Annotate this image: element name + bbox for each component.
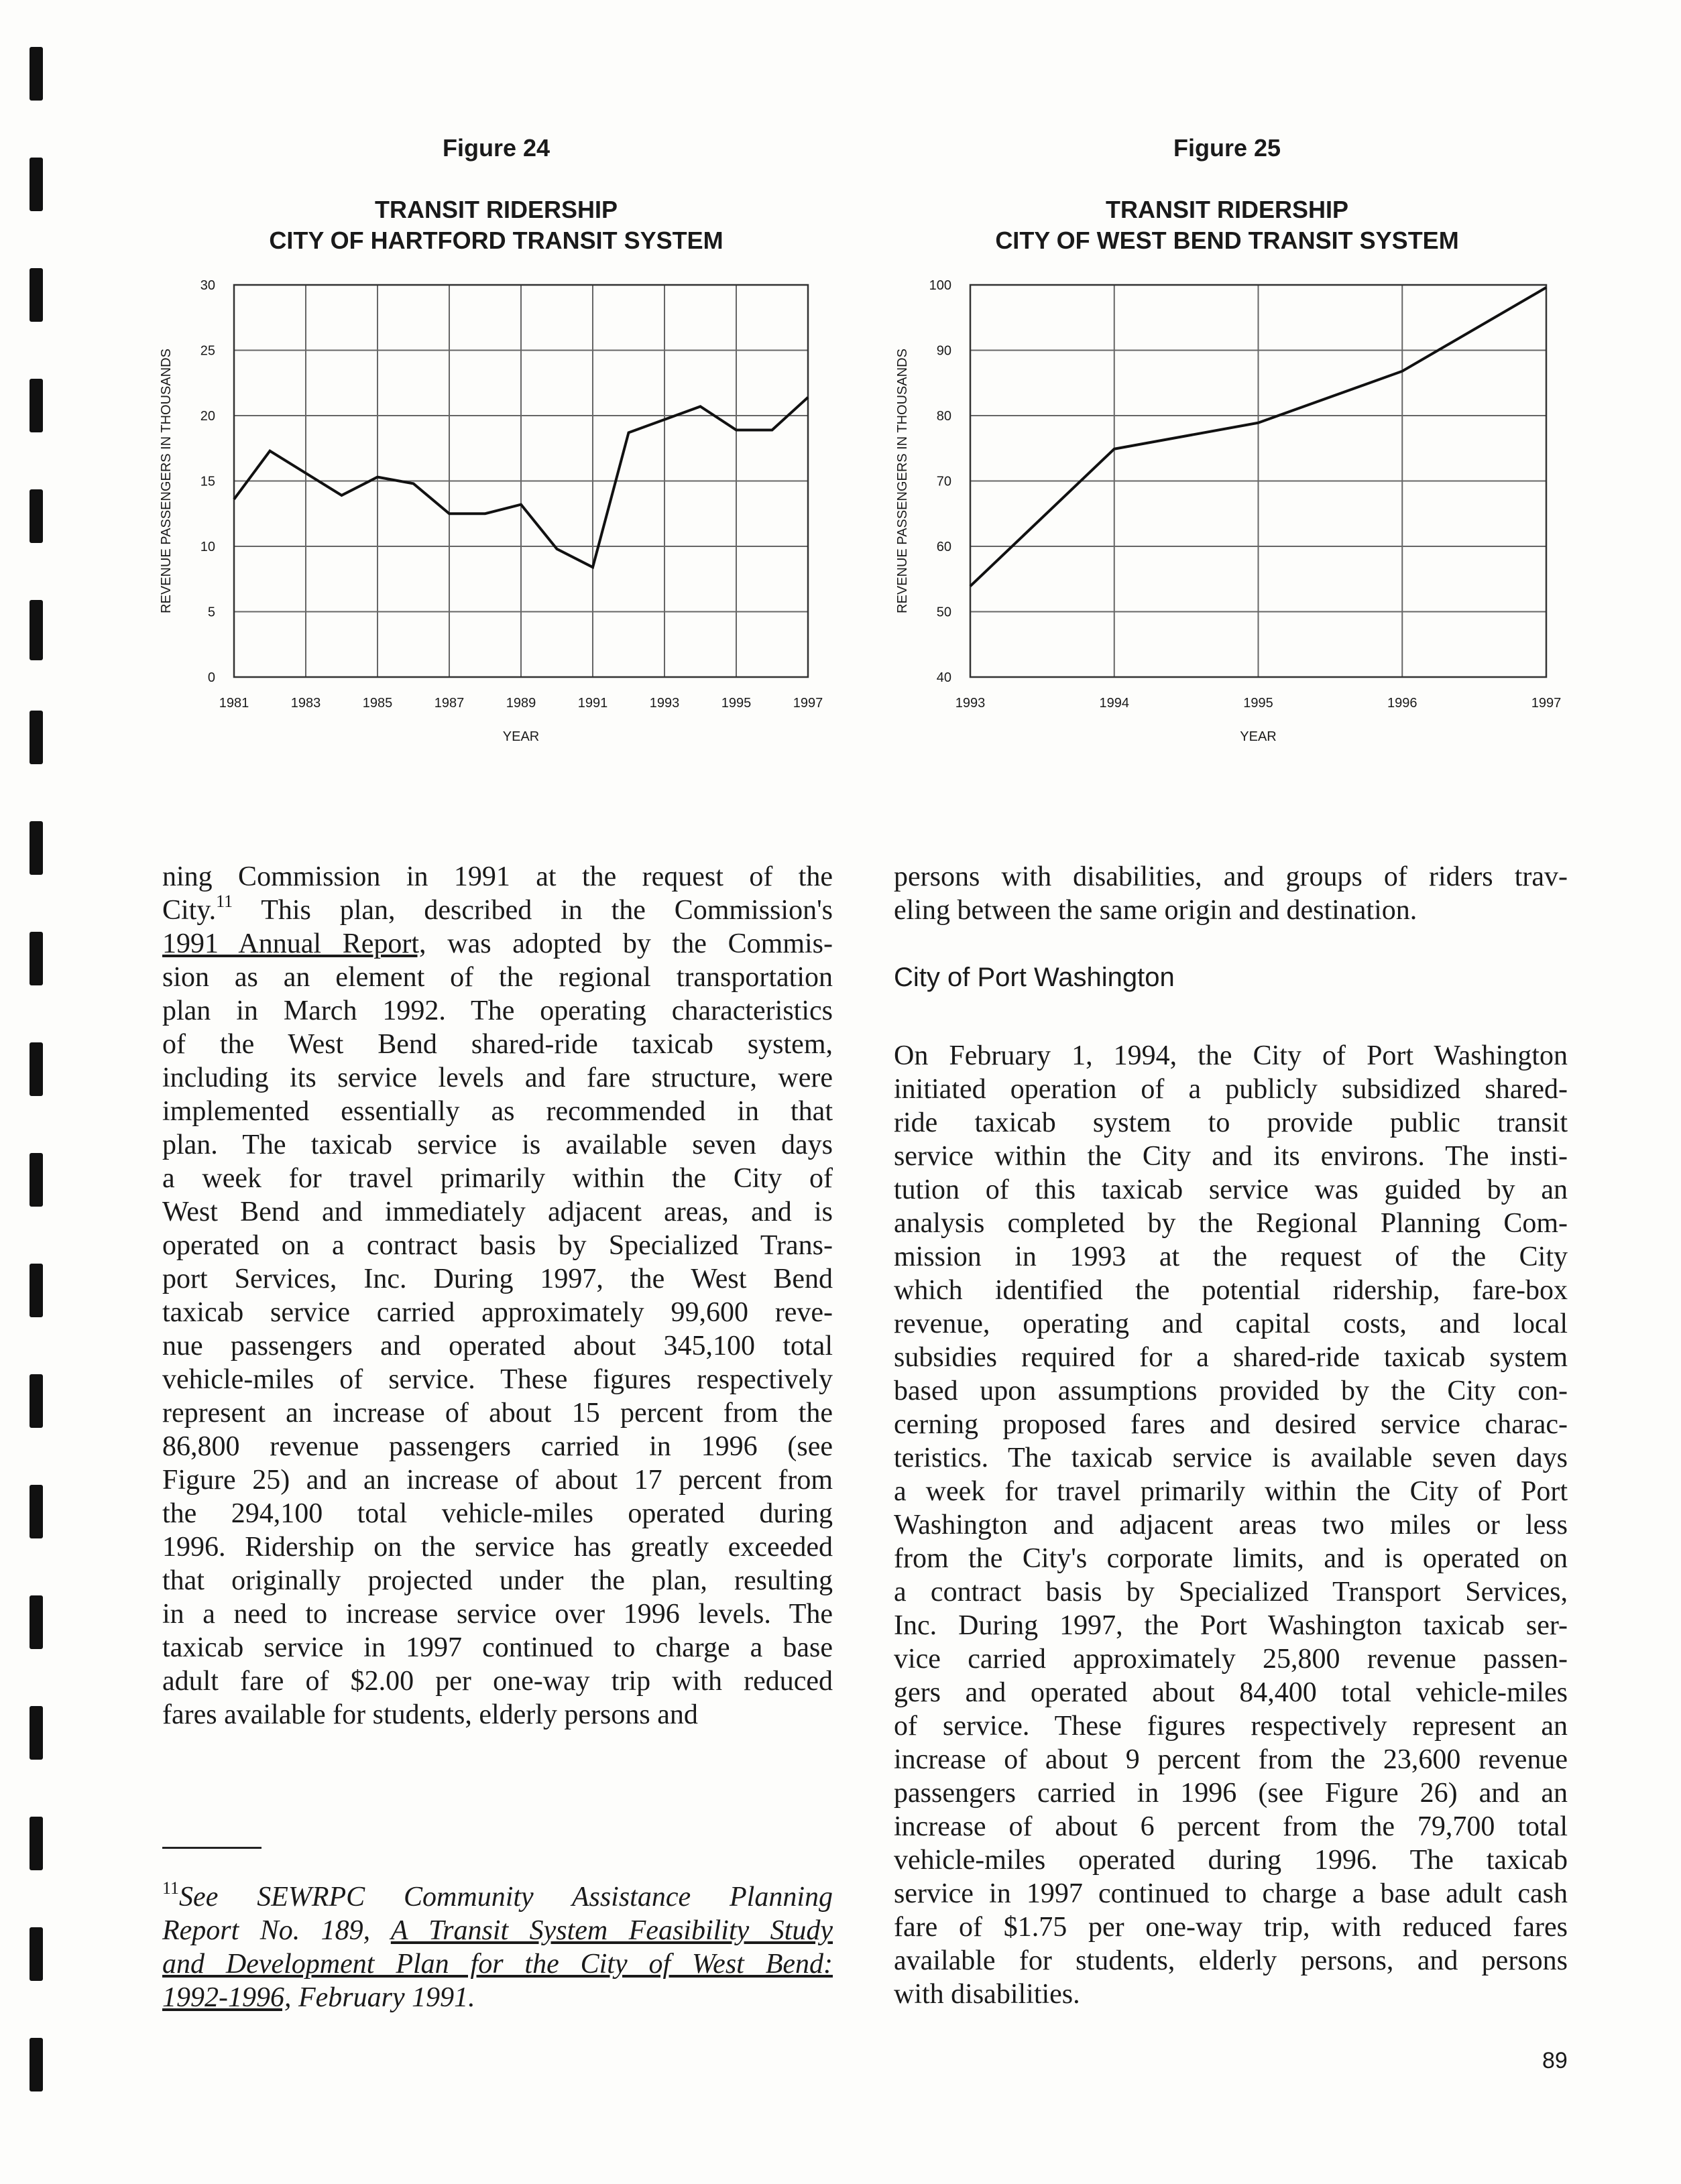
report-citation-title: 1992-1996, [162,1982,292,2013]
text-line: port Services, Inc. During 1997, the West Bend [162,1264,833,1294]
text-line: eling between the same origin and destination. [894,895,1417,926]
text-line: of the West Bend shared-ride taxicab system, [162,1029,833,1060]
x-tick-label: 1985 [362,696,393,711]
binding-mark [30,1374,43,1428]
y-tick-label: 50 [936,605,951,620]
footnote-line [162,1880,833,1914]
text-line: cerning proposed fares and desired service charac- [894,1409,1568,1440]
x-tick-label: 1987 [434,696,465,711]
text-line: based upon assumptions provided by the City con- [894,1376,1568,1406]
y-tick-label: 40 [936,670,951,685]
binding-mark [30,1706,43,1760]
text-line: mission in 1993 at the request of the City [894,1241,1568,1272]
report-title: 1991 Annual Report, [162,928,426,959]
y-tick-label: 60 [936,540,951,554]
text-line: increase of about 6 percent from the 79,700 total [894,1811,1568,1842]
x-tick-label: 1997 [1531,696,1562,711]
text-line: including its service levels and fare structure, were [162,1063,833,1093]
text-line: vehicle-miles operated during 1996. The taxicab [894,1845,1568,1876]
binding-mark [30,1042,43,1096]
y-tick-label: 90 [936,343,951,359]
text-line: Washington and adjacent areas two miles or less [894,1510,1568,1540]
figure-24-title-line1: TRANSIT RIDERSHIP [374,196,618,223]
text-line: with disabilities. [894,1979,1080,2010]
text-line: passengers carried in 1996 (see Figure 26) and an [894,1778,1568,1809]
x-tick-label: 1989 [506,696,536,711]
y-axis-label: REVENUE PASSENGERS IN THOUSANDS [895,349,910,613]
x-axis-label: YEAR [502,729,540,744]
footnote-marker: 11 [162,1878,180,1898]
text-line: represent an increase of about 15 percent from the [162,1398,833,1429]
text-line: 86,800 revenue passengers carried in 1996 (see [162,1431,833,1462]
footnote-rule [162,1847,262,1849]
x-tick-label: 1981 [219,696,249,711]
text-line: fare of $1.75 per one-way trip, with reduced fares [894,1912,1568,1943]
y-tick-label: 30 [200,278,215,293]
binding-mark [30,1485,43,1538]
report-citation-title: A Transit System Feasibility Study [390,1915,833,1946]
text-line: a week for travel primarily within the City of Port [894,1476,1568,1507]
binding-mark [30,1595,43,1649]
text-line: nue passengers and operated about 345,100 total [162,1331,833,1361]
x-tick-label: 1983 [290,696,321,711]
text-line: a contract basis by Specialized Transport Services, [894,1577,1568,1607]
text-line: teristics. The taxicab service is available seven days [894,1443,1568,1473]
x-tick-label: 1995 [1243,696,1273,711]
text-line: ride taxicab system to provide public transit [894,1107,1568,1138]
y-tick-label: 80 [936,409,951,424]
text-line: 1996. Ridership on the service has greatly exceeded [162,1532,833,1563]
text-line: operated on a contract basis by Specialized Trans- [162,1230,833,1261]
figure-25-title-line1: TRANSIT RIDERSHIP [1105,196,1349,223]
right-column-body [894,1039,1568,2011]
text-line: implemented essentially as recommended in that [162,1096,833,1127]
text-line: vehicle-miles of service. These figures respectively [162,1364,833,1395]
x-tick-label: 1995 [721,696,752,711]
text-line: a week for travel primarily within the City of [162,1163,833,1194]
x-tick-label: 1996 [1387,696,1417,711]
text-fragment: See SEWRPC Community Assistance Planning [179,1882,833,1913]
figure-25-label: Figure 25 [1173,134,1281,162]
city-word: City. [162,895,217,926]
text-line: of service. These figures respectively represent an [894,1711,1568,1742]
binding-mark [30,821,43,875]
text-line: from the City's corporate limits, and is operated on [894,1543,1568,1574]
text-line: West Bend and immediately adjacent areas, and is [162,1197,833,1227]
figure-25-title-line2: CITY OF WEST BEND TRANSIT SYSTEM [995,227,1459,254]
binding-mark [30,1153,43,1207]
text-line: service within the City and its environs. The insti- [894,1141,1568,1172]
text-line [162,894,833,927]
text-line: fares available for students, elderly persons and [162,1699,698,1730]
text-line: sion as an element of the regional transportation [162,962,833,993]
text-line: available for students, elderly persons, and persons [894,1945,1568,1976]
text-line: taxicab service in 1997 continued to charge a base [162,1632,833,1663]
y-tick-label: 0 [207,670,215,685]
text-line: Figure 25) and an increase of about 17 percent from [162,1465,833,1496]
x-tick-label: 1991 [577,696,608,711]
text-line: persons with disabilities, and groups of riders trav- [894,861,1568,892]
x-axis-label: YEAR [1240,729,1277,744]
binding-mark [30,2038,43,2091]
binding-mark [30,1264,43,1317]
text-line: service in 1997 continued to charge a base adult cash [894,1878,1568,1909]
text-line: gers and operated about 84,400 total vehicle-miles [894,1677,1568,1708]
page-number: 89 [1542,2048,1568,2073]
left-column [162,860,833,1732]
text-line: which identified the potential ridership, fare-box [894,1275,1568,1306]
y-tick-label: 70 [936,474,951,489]
y-tick-label: 5 [207,605,215,620]
footnote-line [162,1947,833,1981]
text-line: that originally projected under the plan, resulting [162,1565,833,1596]
x-tick-label: 1993 [955,696,986,711]
text-fragment: February 1991. [298,1982,475,2013]
y-axis-label: REVENUE PASSENGERS IN THOUSANDS [159,349,174,613]
text-line: Inc. During 1997, the Port Washington taxicab ser- [894,1610,1568,1641]
binding-mark [30,932,43,985]
text-line: adult fare of $2.00 per one-way trip with reduced [162,1666,833,1697]
section-heading: City of Port Washington [894,963,1175,992]
x-tick-label: 1994 [1099,696,1129,711]
text-line: initiated operation of a publicly subsidized shared- [894,1074,1568,1105]
x-tick-label: 1997 [793,696,823,711]
x-tick-label: 1993 [649,696,680,711]
footnote-line [162,1914,833,1947]
text-line: the 294,100 total vehicle-miles operated during [162,1498,833,1529]
text-line: tution of this taxicab service was guided by an [894,1174,1568,1205]
y-tick-label: 10 [200,540,215,554]
text-line: ning Commission in 1991 at the request of the [162,861,833,892]
figure-25-chart [0,0,1681,804]
y-tick-label: 15 [200,474,215,489]
right-column-intro [894,860,1568,927]
figure-24-title-line2: CITY OF HARTFORD TRANSIT SYSTEM [269,227,723,254]
text-line: plan in March 1992. The operating characteristics [162,995,833,1026]
footnote [162,1880,833,2014]
report-citation-title: and Development Plan for the City of West Bend: [162,1949,833,1980]
text-line: On February 1, 1994, the City of Port Washington [894,1040,1568,1071]
binding-mark [30,1817,43,1870]
text-line: in a need to increase service over 1996 levels. The [162,1599,833,1630]
text-line: revenue, operating and capital costs, and local [894,1309,1568,1339]
y-tick-label: 25 [200,343,215,359]
text-line: increase of about 9 percent from the 23,600 revenue [894,1744,1568,1775]
text-line: vice carried approximately 25,800 revenue passen- [894,1644,1568,1675]
y-tick-label: 20 [200,409,215,424]
text-line: plan. The taxicab service is available seven days [162,1130,833,1160]
text-fragment: This plan, described in the Commission's [261,895,833,926]
figure-24-label: Figure 24 [442,134,550,162]
text-fragment: Report No. 189, [162,1915,371,1946]
text-line: taxicab service carried approximately 99,600 reve- [162,1297,833,1328]
binding-mark [30,1927,43,1981]
text-line: subsidies required for a shared-ride taxicab system [894,1342,1568,1373]
footnote-line [162,1981,833,2014]
y-tick-label: 100 [929,278,951,293]
text-line [162,927,833,961]
footnote-ref: 11 [216,892,233,911]
text-line: analysis completed by the Regional Planning Com- [894,1208,1568,1239]
text-fragment: was adopted by the Commis- [447,928,833,959]
